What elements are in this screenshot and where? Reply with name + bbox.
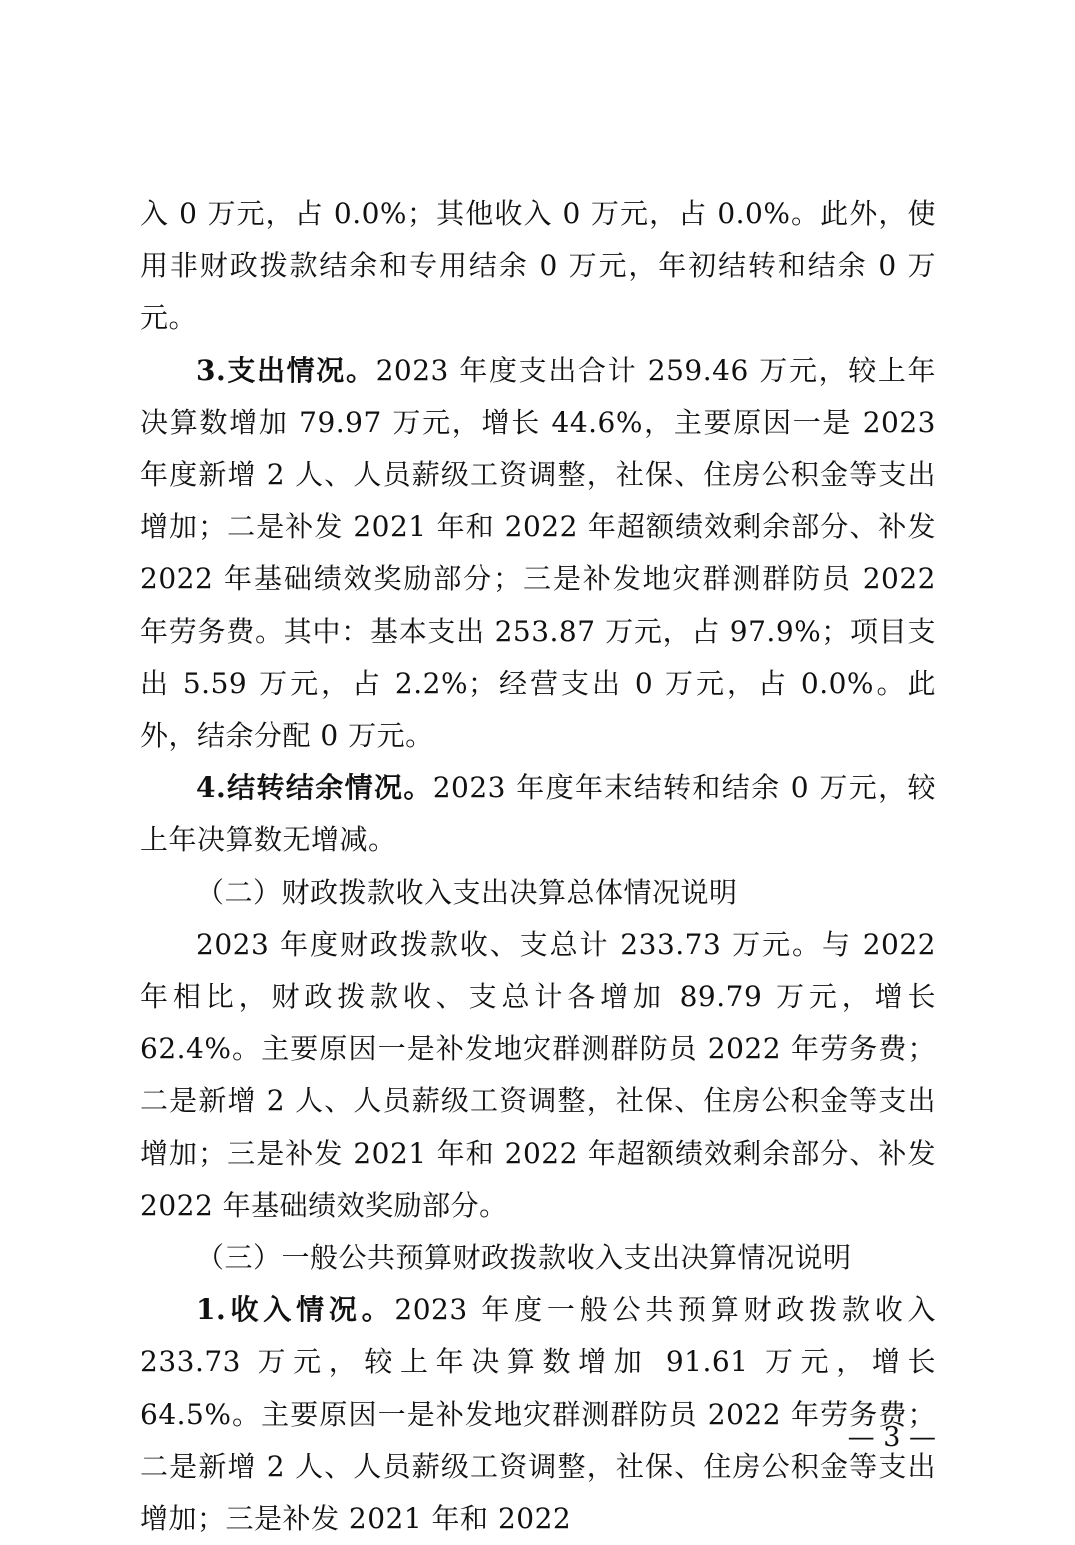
expenditure-body: 2023 年度支出合计 259.46 万元，较上年决算数增加 79.97 万元，增长 44.6%，主要原因一是 2023 年度新增 2 人、人员薪级工资调整，社保、住房公积金等支出增加；二是补发 2021 年和 2022 年超额绩效剩余部分、补发 2022 年基础绩效奖励部分；三是补发地灾群测群防员 2022 年劳务费。其中：基本支出 253.87 万元，占 97.9%；项目支出 5.59 万元，占 2.2%；经营支出 0 万元，占 0.0%。此外，结余分配 0 万元。 [140, 353, 937, 753]
paragraph-expenditure [140, 345, 936, 763]
carryover-heading: 4.结转结余情况。 [196, 771, 433, 805]
general-budget-income-heading: 1.收入情况。 [196, 1293, 395, 1327]
paragraph-carryover [140, 762, 936, 866]
section-title-general-budget: （三）一般公共预算财政拨款收入支出决算情况说明 [196, 1241, 852, 1275]
page-number: — 3 — [847, 1422, 936, 1453]
expenditure-heading: 3.支出情况。 [196, 353, 376, 387]
paragraph-general-budget-income [140, 1284, 936, 1545]
document-page [140, 188, 936, 1545]
general-budget-income-body: 2023 年度一般公共预算财政拨款收入 233.73 万元，较上年决算数增加 91.61 万元，增长 64.5%。主要原因一是补发地灾群测群防员 2022 年劳务费；二是新增 2 人、人员薪级工资调整，社保、住房公积金等支出增加；三是补发 2021 年和 2022 [140, 1293, 936, 1536]
paragraph-fiscal-overview: 2023 年度财政拨款收、支总计 233.73 万元。与 2022 年相比，财政拨款收、支总计各增加 89.79 万元，增长 62.4%。主要原因一是补发地灾群测群防员 2022 年劳务费；二是新增 2 人、人员薪级工资调整，社保、住房公积金等支出增加；三是补发 2021 年和 2022 年超额绩效剩余部分、补发 2022 年基础绩效奖励部分。 [140, 927, 936, 1222]
carryover-body: 2023 年度年末结转和结余 0 万元，较上年决算数无增减。 [140, 771, 936, 857]
paragraph-income-continued: 入 0 万元，占 0.0%；其他收入 0 万元，占 0.0%。此外，使用非财政拨款结余和专用结余 0 万元，年初结转和结余 0 万元。 [140, 197, 936, 335]
section-title-fiscal-overview: （二）财政拨款收入支出决算总体情况说明 [196, 875, 738, 909]
